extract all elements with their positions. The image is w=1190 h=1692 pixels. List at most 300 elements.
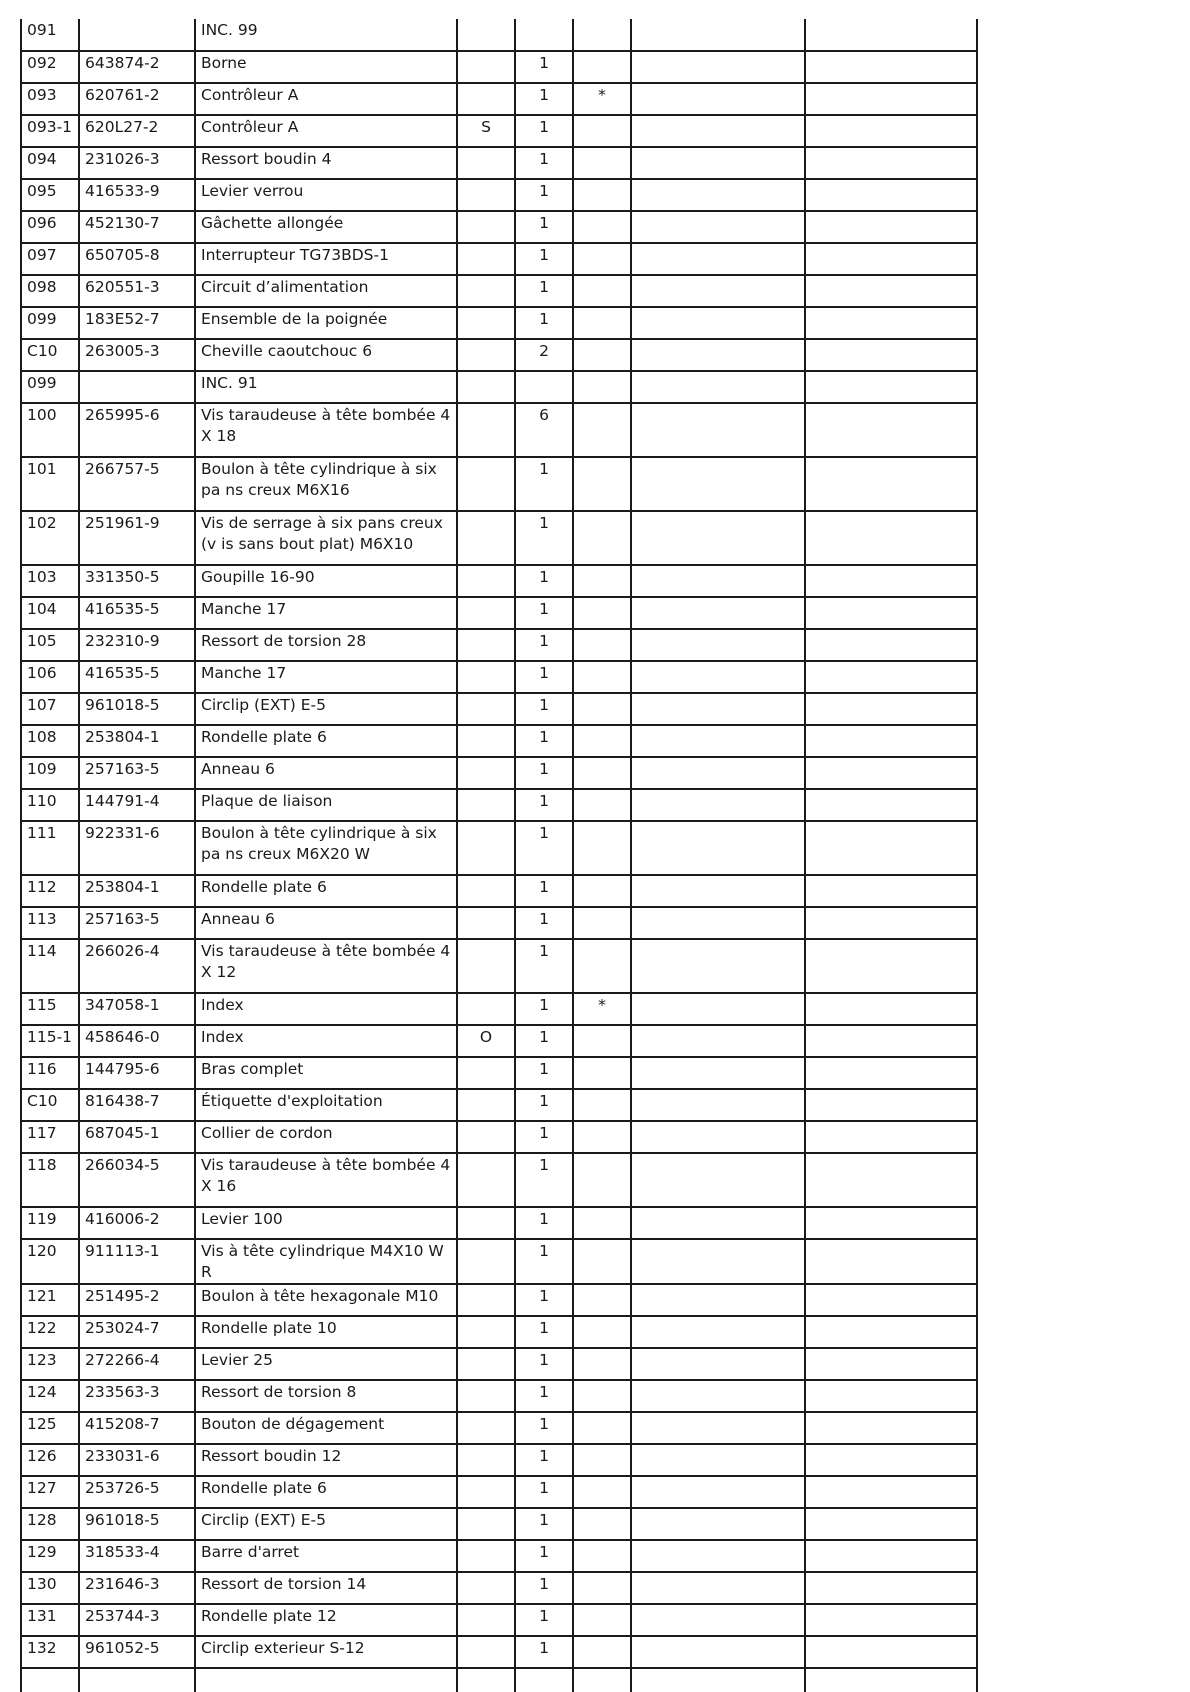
- part-number-cell: 266026-4: [79, 939, 195, 993]
- blank-cell: [805, 307, 977, 339]
- blank-cell: [805, 597, 977, 629]
- part-number-cell: 911113-1: [79, 1239, 195, 1284]
- parts-table: [20, 19, 978, 1692]
- blank-cell: [805, 1412, 977, 1444]
- blank-cell: [805, 1316, 977, 1348]
- quantity-cell: 1: [515, 1412, 573, 1444]
- code-cell: [457, 939, 515, 993]
- blank-cell: [805, 457, 977, 511]
- table-row: [21, 1668, 977, 1692]
- quantity-cell: 1: [515, 1444, 573, 1476]
- table-row: [21, 147, 977, 179]
- quantity-cell: 1: [515, 147, 573, 179]
- code-cell: [457, 1572, 515, 1604]
- part-number-cell: 232310-9: [79, 629, 195, 661]
- code-cell: [457, 1239, 515, 1284]
- quantity-cell: 1: [515, 179, 573, 211]
- blank-cell: [631, 1380, 805, 1412]
- part-number-cell: 416533-9: [79, 179, 195, 211]
- part-number-cell: 257163-5: [79, 907, 195, 939]
- code-cell: [457, 371, 515, 403]
- item-number-cell: 131: [21, 1604, 79, 1636]
- table-row: [21, 339, 977, 371]
- item-number-cell: 091: [21, 19, 79, 51]
- description-cell: Ressort de torsion 14: [195, 1572, 457, 1604]
- part-number-cell: 251495-2: [79, 1284, 195, 1316]
- description-cell: Barre d'arret: [195, 1540, 457, 1572]
- description-cell: Plaque de liaison: [195, 789, 457, 821]
- blank-cell: [805, 1636, 977, 1668]
- table-row: [21, 403, 977, 457]
- description-cell: Contrôleur A: [195, 115, 457, 147]
- item-number-cell: 120: [21, 1239, 79, 1284]
- code-cell: [457, 19, 515, 51]
- code-cell: [457, 457, 515, 511]
- part-number-cell: 620L27-2: [79, 115, 195, 147]
- parts-table-body: [21, 19, 977, 1692]
- blank-cell: [805, 1207, 977, 1239]
- description-cell: Rondelle plate 10: [195, 1316, 457, 1348]
- part-number-cell: 272266-4: [79, 1348, 195, 1380]
- item-number-cell: 099: [21, 371, 79, 403]
- description-cell: Index: [195, 993, 457, 1025]
- note-cell: [573, 1444, 631, 1476]
- part-number-cell: [79, 1668, 195, 1692]
- quantity-cell: 1: [515, 275, 573, 307]
- code-cell: [457, 339, 515, 371]
- part-number-cell: 816438-7: [79, 1089, 195, 1121]
- blank-cell: [805, 179, 977, 211]
- note-cell: [573, 115, 631, 147]
- table-row: [21, 1284, 977, 1316]
- blank-cell: [805, 693, 977, 725]
- table-row: [21, 51, 977, 83]
- blank-cell: [631, 757, 805, 789]
- table-row: [21, 19, 977, 51]
- blank-cell: [805, 1089, 977, 1121]
- code-cell: [457, 1476, 515, 1508]
- note-cell: [573, 1348, 631, 1380]
- blank-cell: [631, 1316, 805, 1348]
- quantity-cell: 1: [515, 1572, 573, 1604]
- description-cell: Circlip exterieur S-12: [195, 1636, 457, 1668]
- description-cell: Manche 17: [195, 661, 457, 693]
- item-number-cell: 114: [21, 939, 79, 993]
- quantity-cell: 1: [515, 115, 573, 147]
- note-cell: [573, 821, 631, 875]
- code-cell: [457, 1668, 515, 1692]
- code-cell: [457, 993, 515, 1025]
- description-cell: Ressort de torsion 28: [195, 629, 457, 661]
- blank-cell: [631, 875, 805, 907]
- table-row: [21, 1089, 977, 1121]
- description-cell: [195, 1668, 457, 1692]
- quantity-cell: 1: [515, 1089, 573, 1121]
- table-row: [21, 939, 977, 993]
- item-number-cell: 097: [21, 243, 79, 275]
- table-row: [21, 1604, 977, 1636]
- code-cell: [457, 1540, 515, 1572]
- code-cell: [457, 403, 515, 457]
- description-cell: Ressort boudin 4: [195, 147, 457, 179]
- item-number-cell: 110: [21, 789, 79, 821]
- table-row: [21, 1121, 977, 1153]
- note-cell: [573, 907, 631, 939]
- item-number-cell: 113: [21, 907, 79, 939]
- quantity-cell: 1: [515, 725, 573, 757]
- note-cell: [573, 211, 631, 243]
- table-row: [21, 821, 977, 875]
- table-row: [21, 1636, 977, 1668]
- table-row: [21, 1316, 977, 1348]
- item-number-cell: 108: [21, 725, 79, 757]
- item-number-cell: 109: [21, 757, 79, 789]
- blank-cell: [631, 1636, 805, 1668]
- quantity-cell: [515, 19, 573, 51]
- item-number-cell: 117: [21, 1121, 79, 1153]
- quantity-cell: 1: [515, 1508, 573, 1540]
- blank-cell: [631, 83, 805, 115]
- blank-cell: [805, 1604, 977, 1636]
- blank-cell: [805, 371, 977, 403]
- blank-cell: [631, 939, 805, 993]
- note-cell: [573, 1207, 631, 1239]
- part-number-cell: 650705-8: [79, 243, 195, 275]
- note-cell: [573, 147, 631, 179]
- quantity-cell: 1: [515, 821, 573, 875]
- blank-cell: [631, 179, 805, 211]
- part-number-cell: 318533-4: [79, 1540, 195, 1572]
- note-cell: [573, 1636, 631, 1668]
- quantity-cell: 1: [515, 83, 573, 115]
- code-cell: [457, 179, 515, 211]
- quantity-cell: 1: [515, 1316, 573, 1348]
- quantity-cell: 1: [515, 1284, 573, 1316]
- part-number-cell: 253726-5: [79, 1476, 195, 1508]
- quantity-cell: 1: [515, 1636, 573, 1668]
- blank-cell: [805, 115, 977, 147]
- item-number-cell: 130: [21, 1572, 79, 1604]
- part-number-cell: 266757-5: [79, 457, 195, 511]
- item-number-cell: 107: [21, 693, 79, 725]
- code-cell: [457, 875, 515, 907]
- part-number-cell: 347058-1: [79, 993, 195, 1025]
- part-number-cell: 687045-1: [79, 1121, 195, 1153]
- note-cell: [573, 403, 631, 457]
- table-row: [21, 1348, 977, 1380]
- code-cell: [457, 821, 515, 875]
- quantity-cell: 1: [515, 565, 573, 597]
- note-cell: [573, 597, 631, 629]
- item-number-cell: 094: [21, 147, 79, 179]
- part-number-cell: 231026-3: [79, 147, 195, 179]
- part-number-cell: [79, 371, 195, 403]
- item-number-cell: 106: [21, 661, 79, 693]
- table-row: [21, 661, 977, 693]
- description-cell: Levier 100: [195, 1207, 457, 1239]
- item-number-cell: 103: [21, 565, 79, 597]
- item-number-cell: 116: [21, 1057, 79, 1089]
- item-number-cell: 127: [21, 1476, 79, 1508]
- description-cell: Vis taraudeuse à tête bombée 4X 12: [195, 939, 457, 993]
- description-cell: Manche 17: [195, 597, 457, 629]
- quantity-cell: 6: [515, 403, 573, 457]
- blank-cell: [631, 403, 805, 457]
- item-number-cell: 093-1: [21, 115, 79, 147]
- item-number-cell: 118: [21, 1153, 79, 1207]
- item-number-cell: 101: [21, 457, 79, 511]
- description-cell: Goupille 16-90: [195, 565, 457, 597]
- part-number-cell: 961018-5: [79, 693, 195, 725]
- table-row: [21, 789, 977, 821]
- code-cell: [457, 565, 515, 597]
- blank-cell: [805, 993, 977, 1025]
- item-number-cell: 122: [21, 1316, 79, 1348]
- code-cell: S: [457, 115, 515, 147]
- description-cell: Rondelle plate 6: [195, 725, 457, 757]
- blank-cell: [805, 821, 977, 875]
- code-cell: [457, 1089, 515, 1121]
- blank-cell: [631, 457, 805, 511]
- note-cell: [573, 693, 631, 725]
- quantity-cell: 2: [515, 339, 573, 371]
- table-row: [21, 907, 977, 939]
- code-cell: [457, 661, 515, 693]
- blank-cell: [805, 907, 977, 939]
- part-number-cell: 416535-5: [79, 661, 195, 693]
- note-cell: [573, 1121, 631, 1153]
- quantity-cell: 1: [515, 1476, 573, 1508]
- note-cell: [573, 19, 631, 51]
- item-number-cell: 095: [21, 179, 79, 211]
- note-cell: [573, 1025, 631, 1057]
- table-row: [21, 1540, 977, 1572]
- quantity-cell: 1: [515, 211, 573, 243]
- note-cell: [573, 661, 631, 693]
- description-cell: Ressort de torsion 8: [195, 1380, 457, 1412]
- quantity-cell: 1: [515, 875, 573, 907]
- part-number-cell: 253804-1: [79, 725, 195, 757]
- code-cell: [457, 1153, 515, 1207]
- code-cell: [457, 1121, 515, 1153]
- item-number-cell: 119: [21, 1207, 79, 1239]
- code-cell: [457, 1316, 515, 1348]
- code-cell: [457, 275, 515, 307]
- note-cell: [573, 1508, 631, 1540]
- blank-cell: [805, 757, 977, 789]
- item-number-cell: 126: [21, 1444, 79, 1476]
- table-row: [21, 511, 977, 565]
- blank-cell: [631, 211, 805, 243]
- part-number-cell: 266034-5: [79, 1153, 195, 1207]
- item-number-cell: 096: [21, 211, 79, 243]
- note-cell: [573, 243, 631, 275]
- note-cell: [573, 307, 631, 339]
- table-row: [21, 1476, 977, 1508]
- note-cell: *: [573, 993, 631, 1025]
- part-number-cell: 331350-5: [79, 565, 195, 597]
- blank-cell: [805, 1572, 977, 1604]
- description-cell: Anneau 6: [195, 907, 457, 939]
- blank-cell: [805, 1057, 977, 1089]
- description-cell: Gâchette allongée: [195, 211, 457, 243]
- part-number-cell: 961052-5: [79, 1636, 195, 1668]
- description-cell: INC. 91: [195, 371, 457, 403]
- blank-cell: [631, 1412, 805, 1444]
- item-number-cell: 093: [21, 83, 79, 115]
- part-number-cell: 620551-3: [79, 275, 195, 307]
- blank-cell: [805, 19, 977, 51]
- quantity-cell: 1: [515, 1057, 573, 1089]
- note-cell: [573, 1380, 631, 1412]
- code-cell: [457, 147, 515, 179]
- blank-cell: [631, 993, 805, 1025]
- part-number-cell: [79, 19, 195, 51]
- note-cell: [573, 1057, 631, 1089]
- item-number-cell: 121: [21, 1284, 79, 1316]
- description-cell: Vis taraudeuse à tête bombée 4X 16: [195, 1153, 457, 1207]
- description-cell: Boulon à tête cylindrique à six pa ns creux M6X16: [195, 457, 457, 511]
- blank-cell: [631, 511, 805, 565]
- part-number-cell: 961018-5: [79, 1508, 195, 1540]
- blank-cell: [631, 1153, 805, 1207]
- table-row: [21, 1380, 977, 1412]
- blank-cell: [631, 661, 805, 693]
- description-cell: INC. 99: [195, 19, 457, 51]
- table-row: [21, 211, 977, 243]
- blank-cell: [631, 1239, 805, 1284]
- blank-cell: [631, 243, 805, 275]
- note-cell: [573, 1476, 631, 1508]
- table-row: [21, 993, 977, 1025]
- quantity-cell: 1: [515, 1380, 573, 1412]
- quantity-cell: 1: [515, 661, 573, 693]
- quantity-cell: 1: [515, 307, 573, 339]
- code-cell: [457, 1444, 515, 1476]
- item-number-cell: 115-1: [21, 1025, 79, 1057]
- code-cell: [457, 1348, 515, 1380]
- blank-cell: [805, 1668, 977, 1692]
- table-row: [21, 597, 977, 629]
- item-number-cell: C10: [21, 339, 79, 371]
- code-cell: [457, 511, 515, 565]
- blank-cell: [805, 1284, 977, 1316]
- code-cell: [457, 597, 515, 629]
- table-row: [21, 83, 977, 115]
- code-cell: [457, 1284, 515, 1316]
- part-number-cell: 183E52-7: [79, 307, 195, 339]
- blank-cell: [805, 629, 977, 661]
- table-row: [21, 565, 977, 597]
- blank-cell: [631, 1572, 805, 1604]
- part-number-cell: 257163-5: [79, 757, 195, 789]
- quantity-cell: 1: [515, 757, 573, 789]
- part-number-cell: 922331-6: [79, 821, 195, 875]
- note-cell: [573, 875, 631, 907]
- note-cell: [573, 275, 631, 307]
- blank-cell: [805, 83, 977, 115]
- item-number-cell: 115: [21, 993, 79, 1025]
- blank-cell: [805, 1239, 977, 1284]
- description-cell: Bras complet: [195, 1057, 457, 1089]
- note-cell: [573, 1284, 631, 1316]
- blank-cell: [805, 1508, 977, 1540]
- blank-cell: [805, 211, 977, 243]
- description-cell: Levier verrou: [195, 179, 457, 211]
- blank-cell: [805, 511, 977, 565]
- blank-cell: [631, 1604, 805, 1636]
- item-number-cell: 128: [21, 1508, 79, 1540]
- table-row: [21, 371, 977, 403]
- blank-cell: [631, 147, 805, 179]
- blank-cell: [805, 51, 977, 83]
- note-cell: [573, 1412, 631, 1444]
- part-number-cell: 253744-3: [79, 1604, 195, 1636]
- note-cell: [573, 725, 631, 757]
- description-cell: Rondelle plate 6: [195, 1476, 457, 1508]
- description-cell: Vis à tête cylindrique M4X10 WR: [195, 1239, 457, 1284]
- item-number-cell: 105: [21, 629, 79, 661]
- note-cell: [573, 457, 631, 511]
- quantity-cell: 1: [515, 1153, 573, 1207]
- blank-cell: [805, 939, 977, 993]
- item-number-cell: C10: [21, 1089, 79, 1121]
- table-row: [21, 725, 977, 757]
- quantity-cell: [515, 371, 573, 403]
- blank-cell: [631, 115, 805, 147]
- quantity-cell: 1: [515, 1604, 573, 1636]
- blank-cell: [631, 51, 805, 83]
- code-cell: [457, 1412, 515, 1444]
- blank-cell: [631, 1444, 805, 1476]
- code-cell: [457, 83, 515, 115]
- table-row: [21, 1412, 977, 1444]
- code-cell: [457, 725, 515, 757]
- blank-cell: [805, 565, 977, 597]
- blank-cell: [805, 1444, 977, 1476]
- code-cell: [457, 307, 515, 339]
- blank-cell: [805, 339, 977, 371]
- table-row: [21, 457, 977, 511]
- quantity-cell: 1: [515, 597, 573, 629]
- blank-cell: [805, 1380, 977, 1412]
- item-number-cell: 132: [21, 1636, 79, 1668]
- part-number-cell: 144795-6: [79, 1057, 195, 1089]
- item-number-cell: 098: [21, 275, 79, 307]
- note-cell: [573, 51, 631, 83]
- quantity-cell: 1: [515, 993, 573, 1025]
- note-cell: [573, 1668, 631, 1692]
- description-cell: Index: [195, 1025, 457, 1057]
- blank-cell: [631, 371, 805, 403]
- part-number-cell: 452130-7: [79, 211, 195, 243]
- blank-cell: [805, 1153, 977, 1207]
- table-row: [21, 1153, 977, 1207]
- table-row: [21, 1207, 977, 1239]
- code-cell: O: [457, 1025, 515, 1057]
- description-cell: Vis de serrage à six pans creux (v is sans bout plat) M6X10: [195, 511, 457, 565]
- description-cell: Contrôleur A: [195, 83, 457, 115]
- description-cell: Boulon à tête hexagonale M10: [195, 1284, 457, 1316]
- blank-cell: [631, 1057, 805, 1089]
- quantity-cell: 1: [515, 457, 573, 511]
- part-number-cell: 416006-2: [79, 1207, 195, 1239]
- quantity-cell: 1: [515, 1348, 573, 1380]
- table-row: [21, 629, 977, 661]
- code-cell: [457, 629, 515, 661]
- part-number-cell: 265995-6: [79, 403, 195, 457]
- quantity-cell: 1: [515, 693, 573, 725]
